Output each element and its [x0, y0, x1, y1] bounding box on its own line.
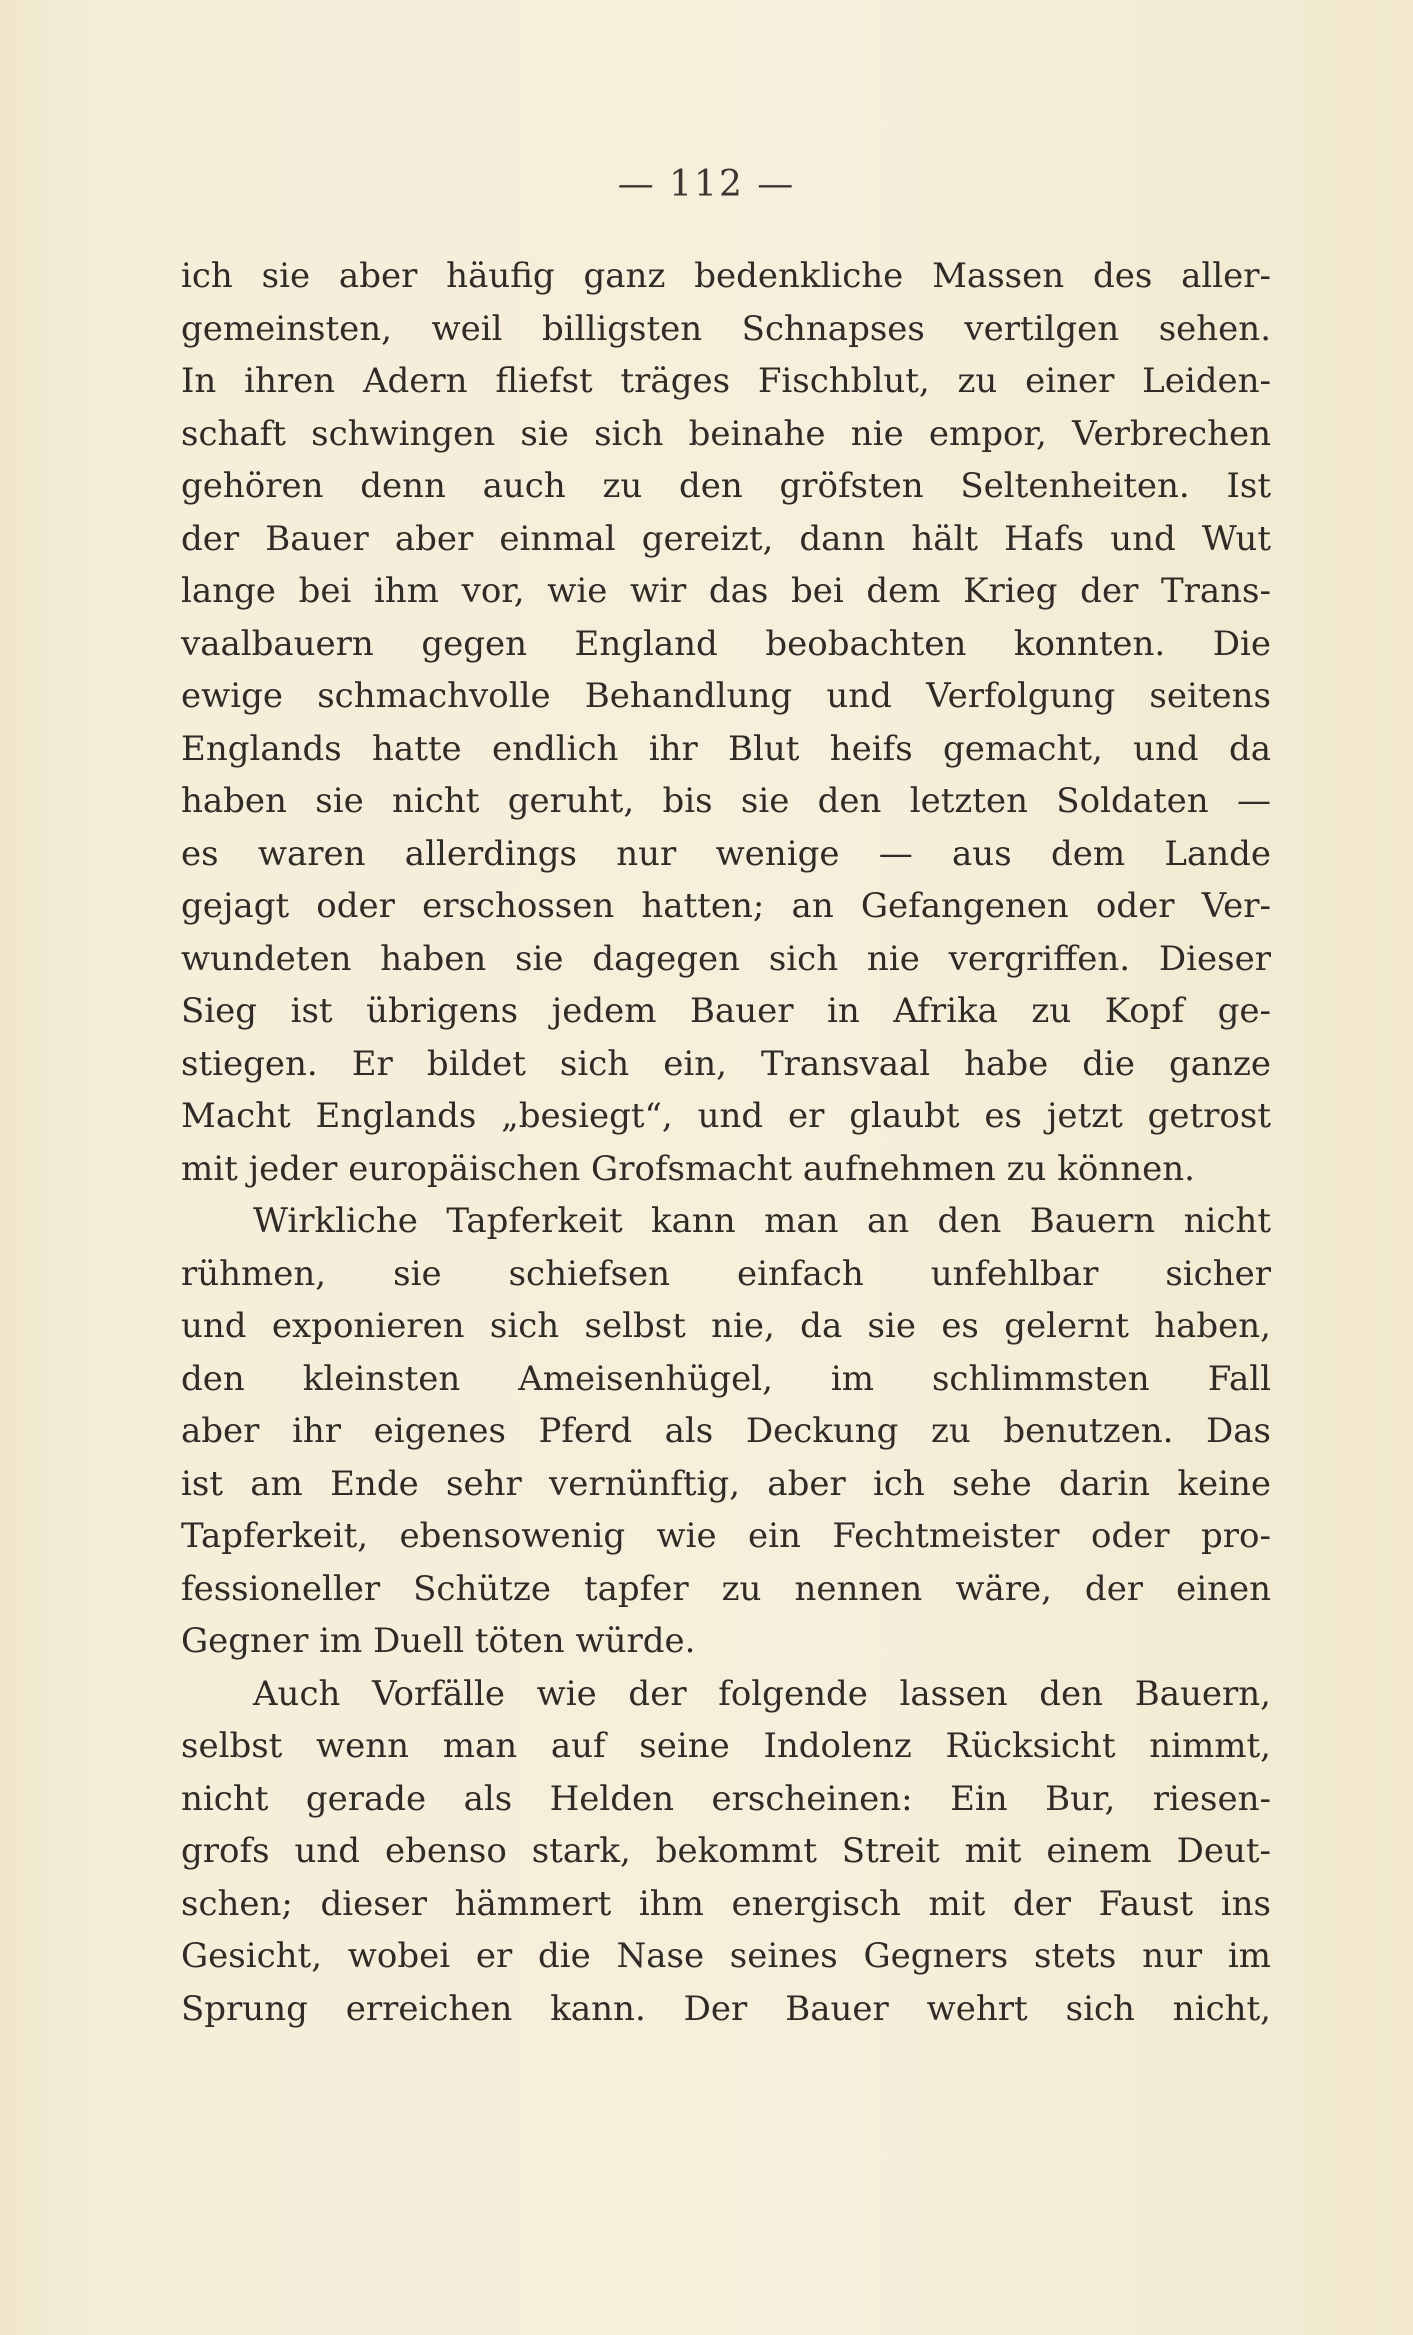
text-line: Gegner im Duell töten würde. — [181, 1621, 696, 1661]
text-line: stiegen. Er bildet sich ein, Transvaal habe die ganze — [181, 1043, 1271, 1084]
text-line: wundeten haben sie dagegen sich nie vergriffen. Dieser — [181, 938, 1271, 979]
text-line: gehören denn auch zu den gröfsten Seltenheiten. Ist — [181, 466, 1271, 506]
text-line: nicht gerade als Helden erscheinen: Ein Bur, riesen- — [181, 1778, 1271, 1819]
text-line: ewige schmachvolle Behandlung und Verfolgung seitens — [181, 676, 1271, 716]
text-line: gemeinsten, weil billigsten Schnapses vertilgen sehen. — [181, 308, 1271, 349]
text-line: schaft schwingen sie sich beinahe nie empor, Verbrechen — [181, 413, 1271, 454]
text-line: gejagt oder erschossen hatten; an Gefangenen oder Ver- — [181, 886, 1271, 926]
text-line: aber ihr eigenes Pferd als Deckung zu benutzen. Das — [181, 1411, 1271, 1451]
text-line: und exponieren sich selbst nie, da sie es gelernt haben, — [181, 1306, 1271, 1346]
text-line: der Bauer aber einmal gereizt, dann hält Hafs und Wut — [181, 518, 1271, 559]
text-line: grofs und ebenso stark, bekommt Streit mit einem Deut- — [181, 1831, 1271, 1871]
text-line: Macht Englands „besiegt“, und er glaubt es jetzt getrost — [181, 1096, 1271, 1136]
paragraph-start-line: Auch Vorfälle wie der folgende lassen den Bauern, — [253, 1673, 1271, 1714]
text-line: Englands hatte endlich ihr Blut heifs gemacht, und da — [181, 728, 1271, 769]
text-line: In ihren Adern fliefst träges Fischblut, zu einer Leiden- — [181, 361, 1271, 401]
body-text — [181, 250, 1271, 2035]
text-line: ich sie aber häufig ganz bedenkliche Massen des aller- — [181, 256, 1271, 296]
text-line: vaalbauern gegen England beobachten konnten. Die — [181, 623, 1271, 664]
text-line: Sieg ist übrigens jedem Bauer in Afrika zu Kopf ge- — [181, 991, 1271, 1031]
text-line: haben sie nicht geruht, bis sie den letzten Soldaten — — [181, 781, 1271, 821]
text-line: fessioneller Schütze tapfer zu nennen wäre, der einen — [181, 1568, 1271, 1609]
text-line: schen; dieser hämmert ihm energisch mit der Faust ins — [181, 1883, 1271, 1924]
text-line: den kleinsten Ameisenhügel, im schlimmsten Fall — [181, 1358, 1271, 1399]
paragraph-start-line: Wirkliche Tapferkeit kann man an den Bauern nicht — [253, 1201, 1271, 1241]
text-line: rühmen, sie schiefsen einfach unfehlbar sicher — [181, 1253, 1271, 1294]
text-line: Gesicht, wobei er die Nase seines Gegners stets nur im — [181, 1936, 1271, 1976]
page-number: — 112 — — [617, 164, 796, 205]
text-line: ist am Ende sehr vernünftig, aber ich sehe darin keine — [181, 1463, 1271, 1504]
text-line: Sprung erreichen kann. Der Bauer wehrt sich nicht, — [181, 1988, 1271, 2029]
text-line: mit jeder europäischen Grofsmacht aufnehmen zu können. — [181, 1148, 1195, 1189]
text-line: es waren allerdings nur wenige — aus dem Lande — [181, 833, 1271, 874]
text-line: Tapferkeit, ebensowenig wie ein Fechtmeister oder pro- — [181, 1516, 1271, 1556]
text-line: lange bei ihm vor, wie wir das bei dem Krieg der Trans- — [181, 571, 1271, 611]
text-line: selbst wenn man auf seine Indolenz Rücksicht nimmt, — [181, 1726, 1271, 1766]
